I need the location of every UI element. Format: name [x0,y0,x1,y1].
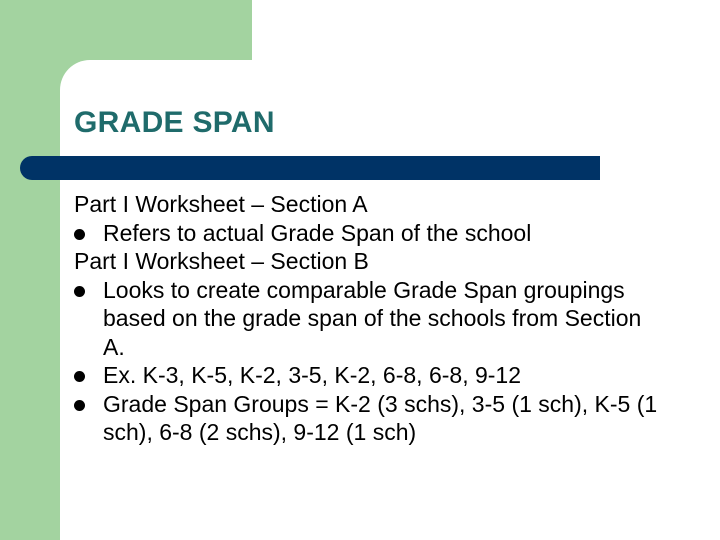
bullet-item [74,219,714,248]
bullet-dot-icon [74,229,85,240]
bullet-text: Ex. K-3, K-5, K-2, 3-5, K-2, 6-8, 6-8, 9-12 [103,362,522,388]
bullet-item [74,276,663,362]
section-heading-b: Part I Worksheet – Section B [74,248,369,274]
slide-title: GRADE SPAN [74,106,275,139]
bullet-item [74,390,683,447]
slide-body [74,190,714,447]
bullet-text: Grade Span Groups = K-2 (3 schs), 3-5 (1 sch), K-5 (1 sch), 6-8 (2 schs), 9-12 (1 sch) [103,390,658,445]
section-heading-a: Part I Worksheet – Section A [74,191,368,217]
bullet-dot-icon [74,286,85,297]
bullet-item [74,361,714,390]
bullet-text: Refers to actual Grade Span of the school [103,219,532,246]
bullet-dot-icon [74,371,85,382]
bullet-text: Looks to create comparable Grade Span groupings based on the grade span of the schools from Section A. [103,276,642,360]
bullet-dot-icon [74,400,85,411]
title-underline-bar [20,156,600,180]
